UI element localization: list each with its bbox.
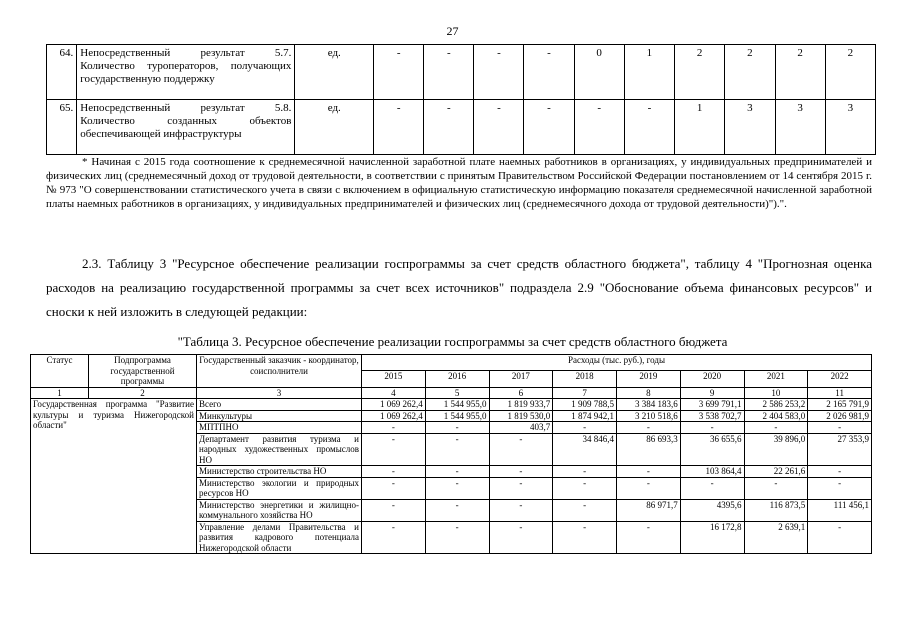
- value-cell: -: [808, 477, 872, 499]
- value-cell: -: [624, 100, 674, 155]
- customer-cell: МПТПНО: [197, 422, 362, 434]
- value-cell: -: [489, 521, 553, 554]
- value-cell: 111 456,1: [808, 499, 872, 521]
- status-cell: Государственная программа "Развитие культуры и туризма Нижегородской области": [31, 399, 197, 554]
- value-cell: 3 384 183,6: [617, 399, 681, 411]
- value-cell: -: [808, 521, 872, 554]
- value-cell: 116 873,5: [744, 499, 808, 521]
- value-cell: 2: [725, 45, 775, 100]
- value-cell: -: [474, 45, 524, 100]
- value-cell: 1 909 788,5: [553, 399, 617, 411]
- value-cell: 36 655,6: [680, 433, 744, 466]
- value-cell: 3: [725, 100, 775, 155]
- value-cell: -: [524, 100, 574, 155]
- value-cell: -: [680, 422, 744, 434]
- row-number: 65.: [47, 100, 77, 155]
- value-cell: -: [553, 422, 617, 434]
- value-cell: 2: [675, 45, 725, 100]
- header-year: 2015: [362, 371, 426, 387]
- value-cell: -: [553, 466, 617, 478]
- value-cell: 16 172,8: [680, 521, 744, 554]
- value-cell: -: [553, 477, 617, 499]
- value-cell: 3: [775, 100, 825, 155]
- value-cell: 2: [775, 45, 825, 100]
- value-cell: -: [744, 422, 808, 434]
- header-year: 2021: [744, 371, 808, 387]
- column-number: 10: [744, 387, 808, 399]
- value-cell: -: [425, 433, 489, 466]
- value-cell: 2 586 253,2: [744, 399, 808, 411]
- value-cell: -: [425, 499, 489, 521]
- value-cell: -: [617, 422, 681, 434]
- value-cell: 39 896,0: [744, 433, 808, 466]
- indicator-name: Непосредственный результат 5.8. Количество созданных объектов обеспечивающей инфраструктуры: [77, 100, 295, 155]
- value-cell: 1 544 955,0: [425, 410, 489, 422]
- column-number: 3: [197, 387, 362, 399]
- table-caption: "Таблица 3. Ресурсное обеспечение реализации госпрограммы за счет средств областного бюджета: [177, 334, 728, 349]
- value-cell: -: [362, 466, 426, 478]
- customer-cell: Всего: [197, 399, 362, 411]
- value-cell: 1 069 262,4: [362, 399, 426, 411]
- value-cell: -: [617, 477, 681, 499]
- column-number: 4: [362, 387, 426, 399]
- header-year: 2022: [808, 371, 872, 387]
- value-cell: -: [425, 521, 489, 554]
- value-cell: -: [524, 45, 574, 100]
- table-row: [47, 100, 876, 155]
- table-row: [47, 45, 876, 100]
- value-cell: 2 404 583,0: [744, 410, 808, 422]
- value-cell: 86 971,7: [617, 499, 681, 521]
- value-cell: 0: [574, 45, 624, 100]
- value-cell: 2 026 981,9: [808, 410, 872, 422]
- value-cell: 3 538 702,7: [680, 410, 744, 422]
- resource-table: [30, 354, 872, 554]
- value-cell: -: [374, 45, 424, 100]
- value-cell: 2 165 791,9: [808, 399, 872, 411]
- header-customer: Государственный заказчик - координатор, соисполнители: [197, 355, 362, 388]
- customer-cell: Министерство энергетики и жилищно-коммунального хозяйства НО: [197, 499, 362, 521]
- unit-cell: ед.: [295, 45, 374, 100]
- value-cell: 403,7: [489, 422, 553, 434]
- value-cell: -: [489, 433, 553, 466]
- header-year: 2018: [553, 371, 617, 387]
- header-year: 2019: [617, 371, 681, 387]
- value-cell: -: [489, 499, 553, 521]
- value-cell: 1: [624, 45, 674, 100]
- value-cell: -: [425, 466, 489, 478]
- column-number: 6: [489, 387, 553, 399]
- value-cell: -: [680, 477, 744, 499]
- column-number: 9: [680, 387, 744, 399]
- value-cell: 1 544 955,0: [425, 399, 489, 411]
- customer-cell: Министерство строительства НО: [197, 466, 362, 478]
- value-cell: 1 069 262,4: [362, 410, 426, 422]
- value-cell: -: [553, 521, 617, 554]
- value-cell: 27 353,9: [808, 433, 872, 466]
- value-cell: 3 210 518,6: [617, 410, 681, 422]
- unit-cell: ед.: [295, 100, 374, 155]
- value-cell: 86 693,3: [617, 433, 681, 466]
- indicator-name: Непосредственный результат 5.7. Количество туроператоров, получающих государственную поддержку: [77, 45, 295, 100]
- value-cell: 34 846,4: [553, 433, 617, 466]
- value-cell: -: [617, 521, 681, 554]
- value-cell: -: [362, 477, 426, 499]
- column-number: 8: [617, 387, 681, 399]
- value-cell: -: [362, 433, 426, 466]
- header-expenses: Расходы (тыс. руб.), годы: [362, 355, 872, 371]
- value-cell: -: [362, 422, 426, 434]
- value-cell: -: [474, 100, 524, 155]
- column-number: 11: [808, 387, 872, 399]
- page-number: 27: [446, 24, 459, 38]
- value-cell: 2 639,1: [744, 521, 808, 554]
- amendment-paragraph: 2.3. Таблицу 3 "Ресурсное обеспечение реализации госпрограммы за счет средств областного бюджета", таблицу 4 "Прогнозная оценка расходов на реализацию государственной программы за счет всех источников" подраздела 2.9 "Обоснование объема финансовых ресурсов" и сноски к ней изложить в следующей редакции:: [46, 256, 872, 319]
- header-subprogram: Подпрограмма государственной программы: [89, 355, 197, 388]
- row-number: 64.: [47, 45, 77, 100]
- value-cell: -: [425, 477, 489, 499]
- value-cell: -: [424, 100, 474, 155]
- value-cell: -: [617, 466, 681, 478]
- customer-cell: Управление делами Правительства и развития кадрового потенциала Нижегородской области: [197, 521, 362, 554]
- value-cell: 22 261,6: [744, 466, 808, 478]
- value-cell: -: [489, 477, 553, 499]
- column-number: 7: [553, 387, 617, 399]
- value-cell: -: [744, 477, 808, 499]
- header-year: 2017: [489, 371, 553, 387]
- value-cell: -: [553, 499, 617, 521]
- value-cell: -: [362, 521, 426, 554]
- header-year: 2020: [680, 371, 744, 387]
- value-cell: -: [425, 422, 489, 434]
- value-cell: 4395,6: [680, 499, 744, 521]
- value-cell: -: [424, 45, 474, 100]
- header-year: 2016: [425, 371, 489, 387]
- value-cell: 1 819 530,0: [489, 410, 553, 422]
- indicators-table: [46, 44, 876, 155]
- value-cell: 1: [675, 100, 725, 155]
- header-status: Статус: [31, 355, 89, 388]
- column-number: 2: [89, 387, 197, 399]
- value-cell: 1 874 942,1: [553, 410, 617, 422]
- value-cell: 3: [825, 100, 875, 155]
- customer-cell: Департамент развития туризма и народных художественных промыслов НО: [197, 433, 362, 466]
- value-cell: -: [574, 100, 624, 155]
- value-cell: -: [808, 466, 872, 478]
- value-cell: -: [489, 466, 553, 478]
- table-row: [31, 399, 872, 411]
- value-cell: -: [374, 100, 424, 155]
- column-number: 1: [31, 387, 89, 399]
- footnote: * Начиная с 2015 года соотношение к среднемесячной начисленной заработной плате наемных работников в организациях, у индивидуальных предпринимателей и физических лиц (среднемесячный доход от трудовой деятельности, в соответствии с принятым Правительством Российской Федерации постановлением от 14 сентября 2015 г. № 973 "О совершенствовании статистического учета в связи с включением в официальную статистическую информацию показателя среднемесячной начисленной заработной платы наемных работников в организациях, у индивидуальных предпринимателей и физических лиц (среднемесячного дохода от трудовой деятельности)").".: [46, 156, 872, 210]
- value-cell: 2: [825, 45, 875, 100]
- value-cell: -: [362, 499, 426, 521]
- column-number: 5: [425, 387, 489, 399]
- value-cell: 103 864,4: [680, 466, 744, 478]
- customer-cell: Минкультуры: [197, 410, 362, 422]
- value-cell: -: [808, 422, 872, 434]
- value-cell: 3 699 791,1: [680, 399, 744, 411]
- value-cell: 1 819 933,7: [489, 399, 553, 411]
- customer-cell: Министерство экологии и природных ресурсов НО: [197, 477, 362, 499]
